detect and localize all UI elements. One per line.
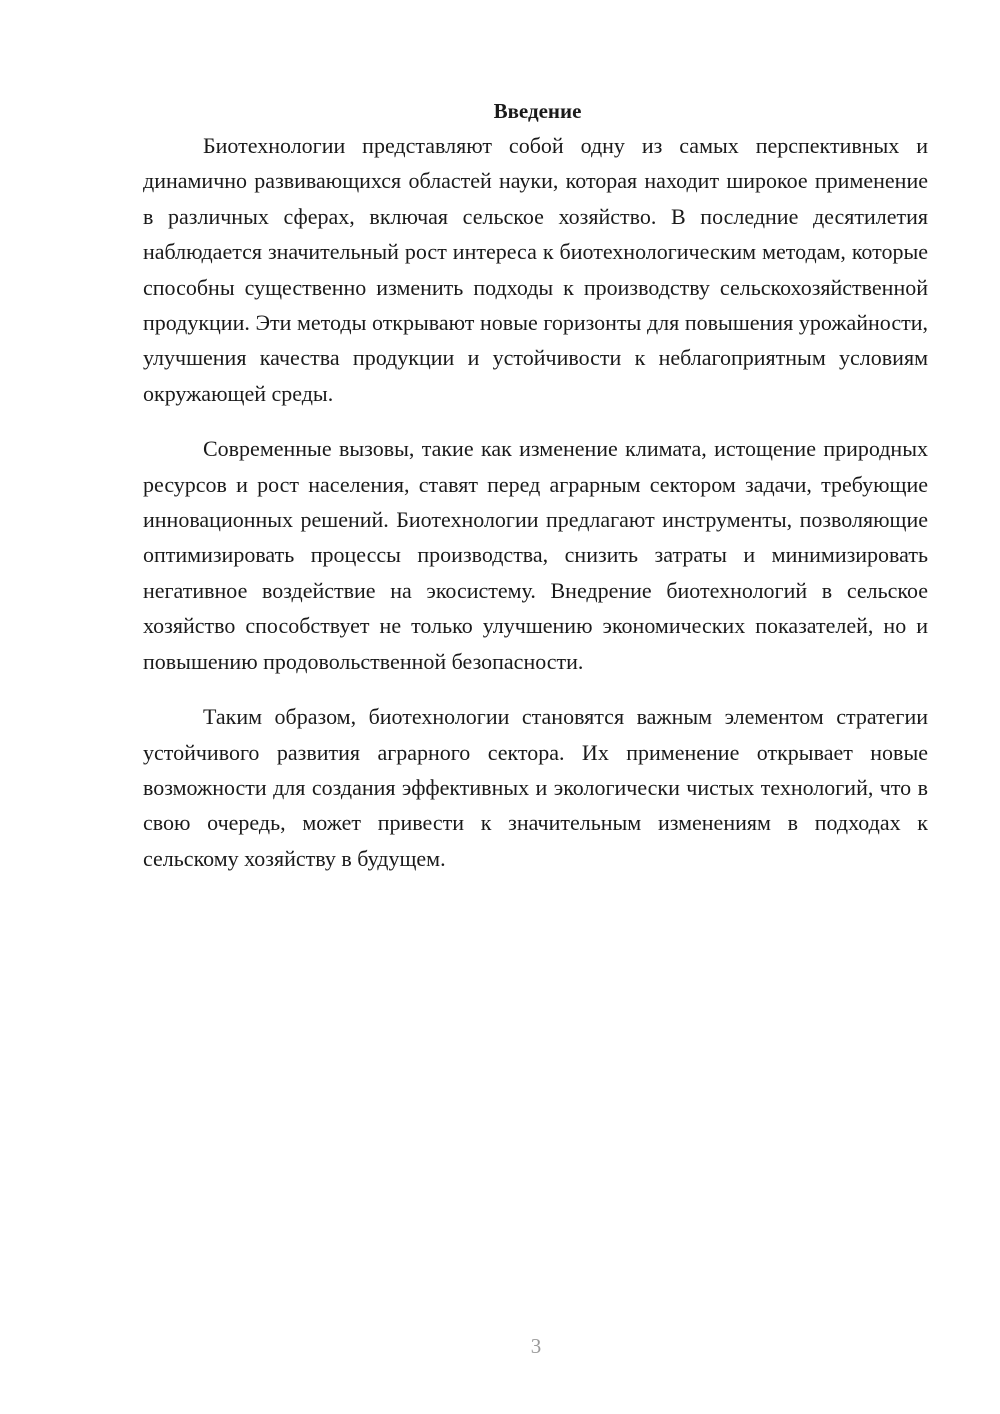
page-number: 3	[530, 1334, 542, 1358]
paragraph-2: Современные вызовы, такие как изменение климата, истощение природных ресурсов и рост населения, ставят перед аграрным сектором задачи, требующие инновационных решений. Биотехнологии предлагают инструменты, позволяющие оптимизировать процессы производства, снизить затраты и минимизировать негативное воздействие на экосистему. Внедрение биотехнологий в сельское хозяйство способствует не только улучшению экономических показателей, но и повышению продовольственной безопасности.	[143, 436, 928, 674]
paragraph-3: Таким образом, биотехнологии становятся важным элементом стратегии устойчивого развития аграрного сектора. Их применение открывает новые возможности для создания эффективных и экологически чистых технологий, что в свою очередь, может привести к значительным изменениям в подходах к сельскому хозяйству в будущем.	[143, 704, 928, 871]
section-heading: Введение	[493, 99, 582, 123]
page-content	[143, 96, 928, 896]
paragraph-1: Биотехнологии представляют собой одну из самых перспективных и динамично развивающихся областей науки, которая находит широкое применение в различных сферах, включая сельское хозяйство. В последние десятилетия наблюдается значительный рост интереса к биотехнологическим методам, которые способны существенно изменить подходы к производству сельскохозяйственной продукции. Эти методы открывают новые горизонты для повышения урожайности, улучшения качества продукции и устойчивости к неблагоприятным условиям окружающей среды.	[143, 133, 928, 406]
